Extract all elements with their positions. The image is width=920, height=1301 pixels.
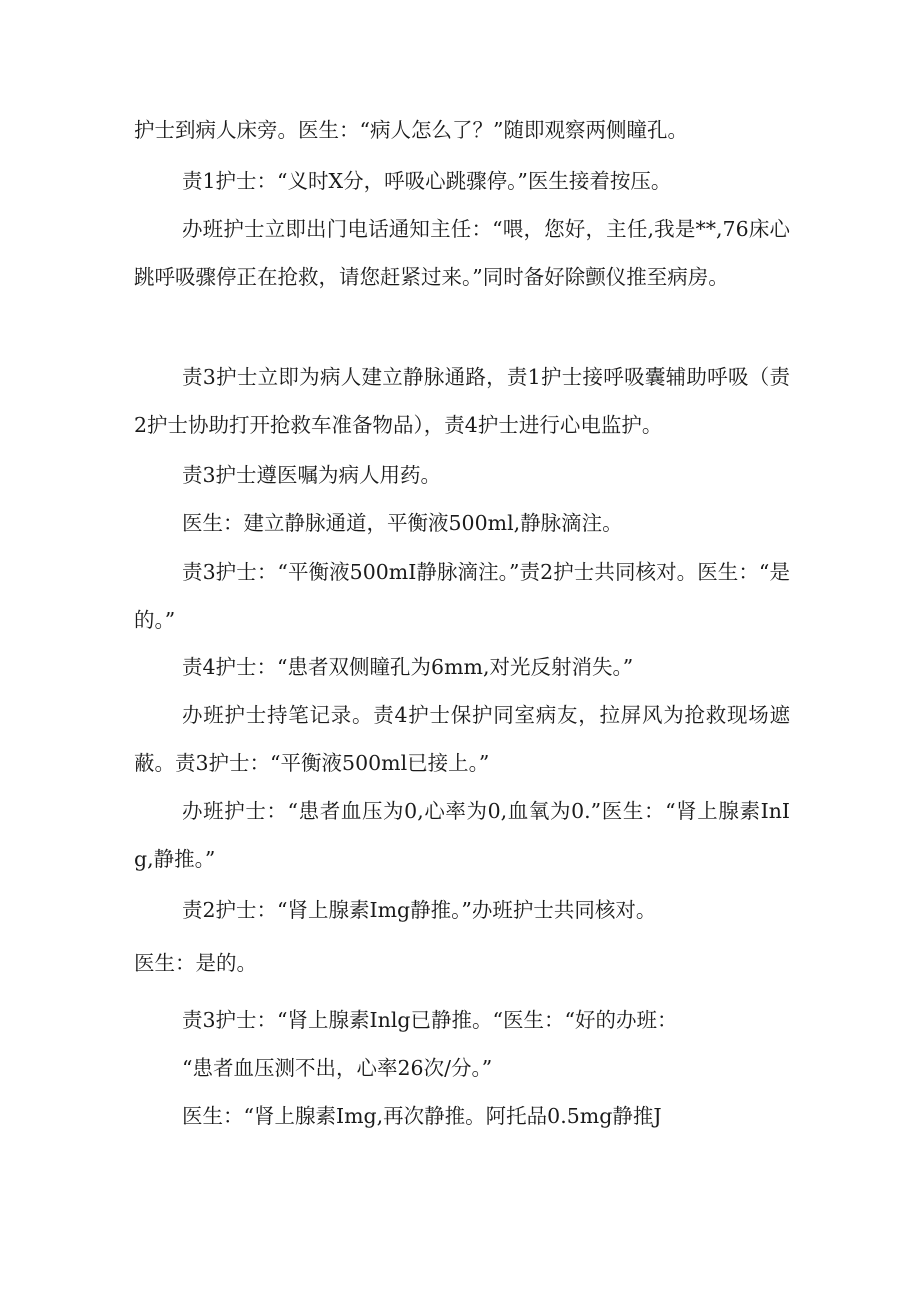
- paragraph-1: 护士到病人床旁。医生：“病人怎么了？”随即观察两侧瞳孔。: [134, 118, 688, 142]
- paragraph-14: “患者血压测不出，心率26次/分。”: [182, 1056, 493, 1080]
- paragraph-2: 责1护士：“义时X分，呼吸心跳骤停。”医生接着按压。: [182, 169, 672, 193]
- paragraph-12: 医生：是的。: [134, 951, 257, 975]
- paragraph-8: 责4护士：“患者双侧瞳孔为6mm,对光反射消失。”: [182, 655, 634, 679]
- paragraph-10: 办班护士：“患者血压为0,心率为0,血氧为0.”医生：“肾上腺素InIg,静推。”: [134, 799, 790, 871]
- paragraph-11: 责2护士：“肾上腺素Img静推。”办班护士共同核对。: [182, 898, 657, 922]
- paragraph-13: 责3护士：“肾上腺素Inlg已静推。“医生：“好的办班：: [182, 1008, 678, 1032]
- paragraph-7: 责3护士：“平衡液500mI静脉滴注。”责2护士共同核对。医生：“是的。”: [134, 560, 790, 632]
- paragraph-5: 责3护士遵医嘱为病人用药。: [182, 463, 442, 487]
- paragraph-4: 责3护士立即为病人建立静脉通路，责1护士接呼吸囊辅助呼吸（责2护士协助打开抢救车准备物品），责4护士进行心电监护。: [134, 365, 790, 437]
- paragraph-9: 办班护士持笔记录。责4护士保护同室病友，拉屏风为抢救现场遮蔽。责3护士：“平衡液500ml已接上。”: [134, 703, 790, 775]
- paragraph-15: 医生：“肾上腺素Img,再次静推。阿托品0.5mg静推J: [182, 1104, 662, 1128]
- paragraph-3: 办班护士立即出门电话通知主任：“喂，您好，主任,我是**,76床心跳呼吸骤停正在抢救，请您赶紧过来。”同时备好除颤仪推至病房。: [134, 217, 790, 289]
- paragraph-6: 医生：建立静脉通道，平衡液500ml,静脉滴注。: [182, 511, 623, 535]
